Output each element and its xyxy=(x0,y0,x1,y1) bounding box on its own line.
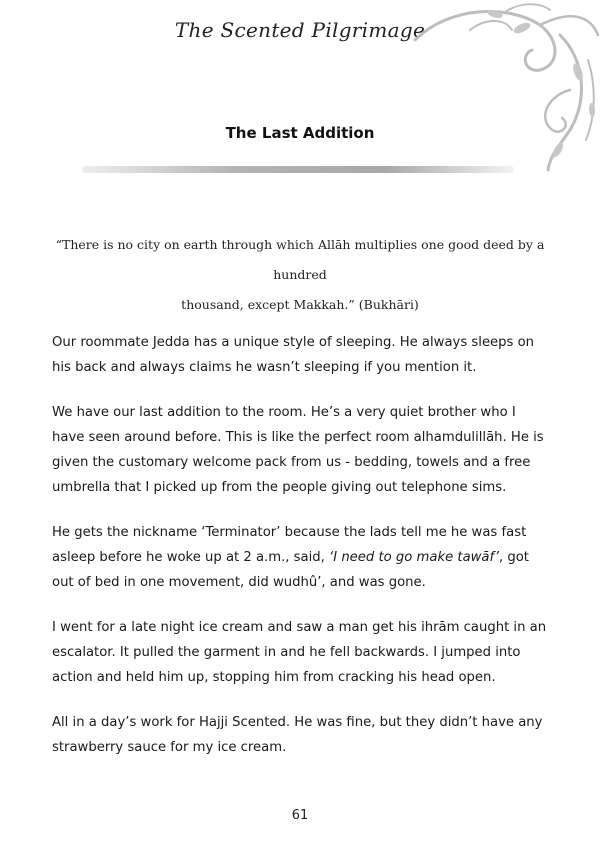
chapter-title: The Last Addition xyxy=(225,124,375,142)
quote-line-2: thousand, except Makkah.” (Bukhāri) xyxy=(181,297,419,312)
title-divider xyxy=(82,166,514,173)
paragraph-4: I went for a late night ice cream and saw a man get his ihrām caught in an escalator. It pulled the garment in and he fell backwards. I jumped into action and held him up, stopping him from cracking his head open. xyxy=(52,620,547,685)
paragraph-3 xyxy=(52,520,552,595)
epigraph-quote xyxy=(55,230,545,320)
paragraph-2: We have our last addition to the room. He’s a very quiet brother who I have seen around before. This is like the perfect room alhamdulillāh. He is given the customary welcome pack from us - bedding, towels and a free umbrella that I picked up from the people giving out telephone sims. xyxy=(52,405,544,495)
paragraph-1: Our roommate Jedda has a unique style of sleeping. He always sleeps on his back and always claims he wasn’t sleeping if you mention it. xyxy=(52,335,535,375)
paragraph-5: All in a day’s work for Hajji Scented. He was fine, but they didn’t have any strawberry sauce for my ice cream. xyxy=(52,715,543,755)
paragraph-3-end: , got out of bed in one movement, did wudhû’, and was gone. xyxy=(52,550,529,590)
book-title-header: The Scented Pilgrimage xyxy=(174,18,426,42)
paragraph-3-italic-quote: ‘I need to go make tawāf’ xyxy=(329,550,499,565)
floral-swirl-icon xyxy=(410,0,600,175)
page-number: 61 xyxy=(291,808,309,823)
paragraph-3-start: He gets the nickname ‘Terminator’ because the lads tell me he was fast asleep before he woke up at 2 a.m., said, xyxy=(52,525,527,565)
quote-line-1: “There is no city on earth through which Allāh multiplies one good deed by a hundred xyxy=(55,237,545,282)
body-text xyxy=(52,330,552,780)
